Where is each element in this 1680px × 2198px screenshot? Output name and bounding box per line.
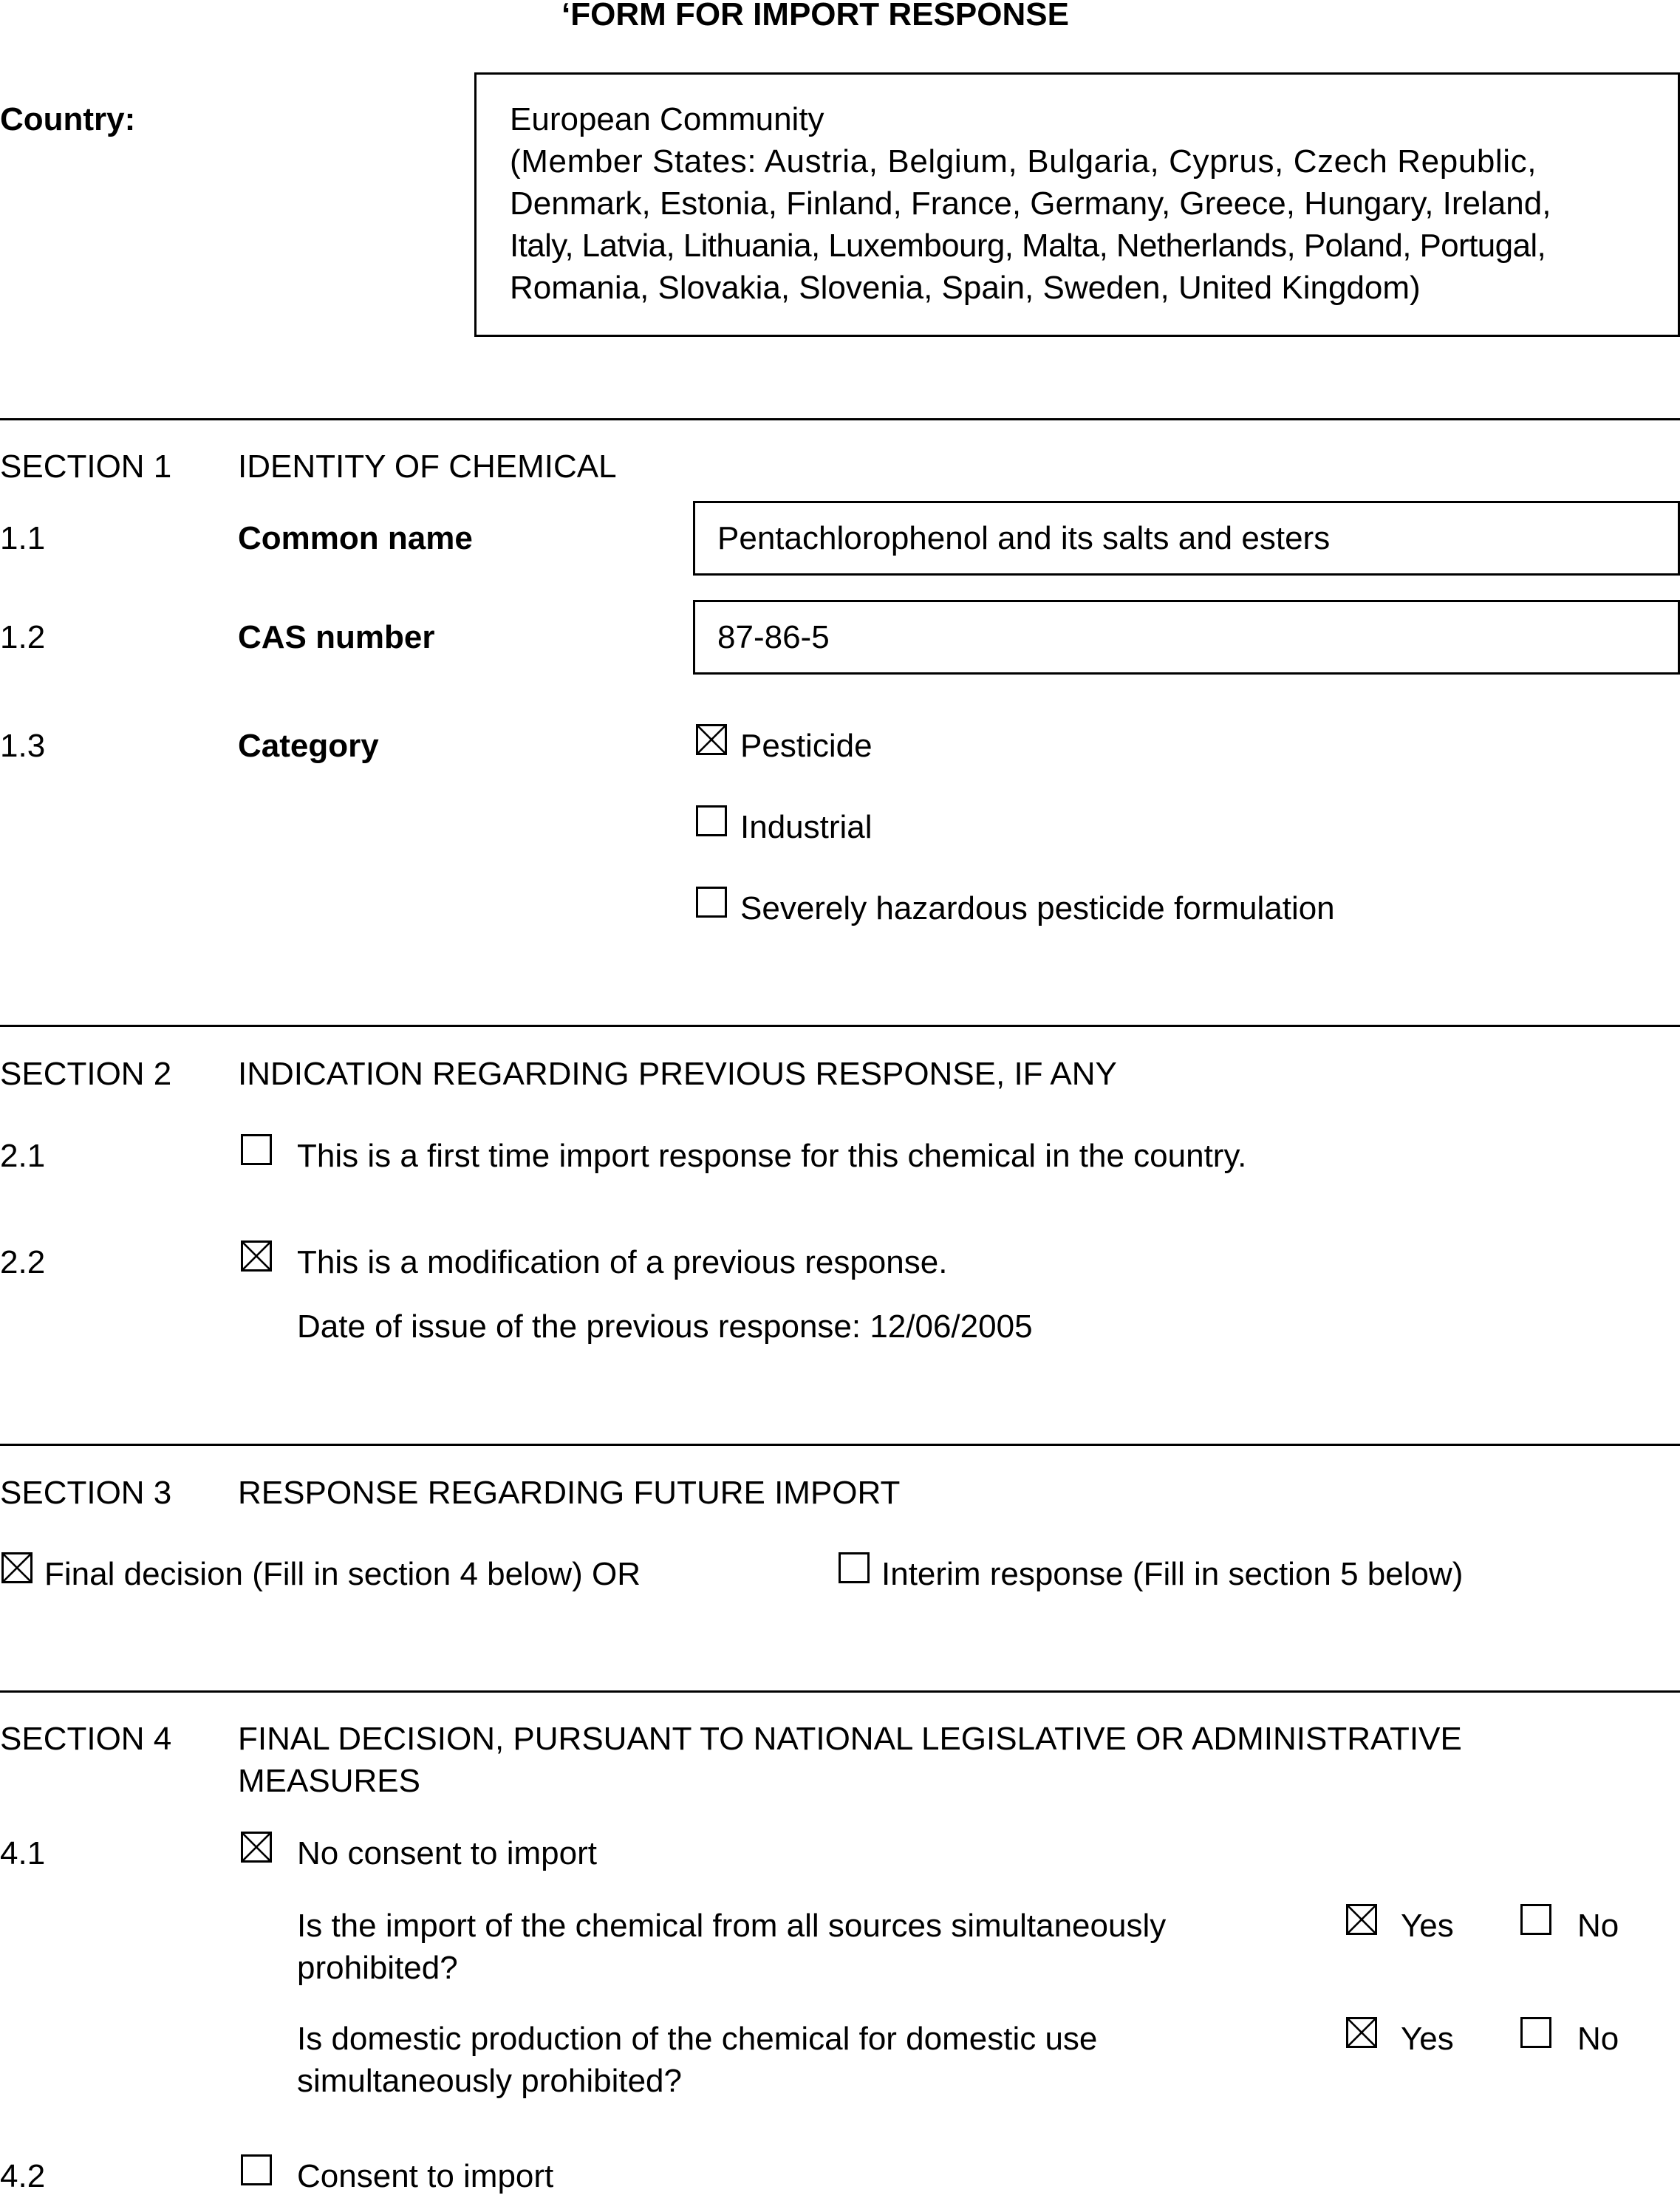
no-consent-checkbox[interactable] <box>241 1832 272 1863</box>
common-name-value: Pentachlorophenol and its salts and esters <box>717 520 1331 556</box>
import-prohibited-yes-label: Yes <box>1401 1908 1454 1944</box>
import-prohibited-question-line-1: Is the import of the chemical from all sources simultaneously <box>297 1908 1167 1944</box>
member-states-line-4: Romania, Slovakia, Slovenia, Spain, Sweden, United Kingdom) <box>510 270 1421 306</box>
industrial-checkbox[interactable] <box>696 805 727 836</box>
interim-response-checkbox[interactable] <box>839 1552 870 1583</box>
divider <box>0 1444 1680 1446</box>
member-states-line-3: Italy, Latvia, Lithuania, Luxembourg, Malta, Netherlands, Poland, Portugal, <box>510 228 1546 264</box>
member-states-line-2: Denmark, Estonia, Finland, France, Germany, Greece, Hungary, Ireland, <box>510 185 1551 222</box>
final-decision-checkbox[interactable] <box>1 1552 33 1583</box>
import-prohibited-yes-checkbox[interactable] <box>1346 1904 1377 1935</box>
import-prohibited-no-checkbox[interactable] <box>1520 1904 1551 1935</box>
member-states-line-1: (Member States: Austria, Belgium, Bulgaria, Cyprus, Czech Republic, <box>510 143 1537 180</box>
item-1-2-number: 1.2 <box>0 619 46 655</box>
divider <box>0 1690 1680 1693</box>
section-1-heading: IDENTITY OF CHEMICAL <box>238 448 617 485</box>
domestic-production-yes-checkbox[interactable] <box>1346 2017 1377 2048</box>
section-2-heading: INDICATION REGARDING PREVIOUS RESPONSE, IF ANY <box>238 1056 1117 1092</box>
cas-number-field <box>693 600 1680 675</box>
item-1-1-number: 1.1 <box>0 520 46 556</box>
section-1-number: SECTION 1 <box>0 448 172 485</box>
modification-checkbox[interactable] <box>241 1240 272 1272</box>
previous-response-date: Date of issue of the previous response: 12/06/2005 <box>297 1308 1033 1345</box>
pesticide-option-label: Pesticide <box>740 728 873 764</box>
first-time-response-checkbox[interactable] <box>241 1134 272 1165</box>
domestic-production-no-label: No <box>1577 2021 1619 2057</box>
divider <box>0 1025 1680 1027</box>
consent-to-import-text: Consent to import <box>297 2158 554 2194</box>
severely-hazardous-checkbox[interactable] <box>696 887 727 918</box>
section-2-number: SECTION 2 <box>0 1056 172 1092</box>
section-4-number: SECTION 4 <box>0 1721 172 1757</box>
import-prohibited-question-line-2: prohibited? <box>297 1950 458 1986</box>
item-4-2-number: 4.2 <box>0 2158 46 2194</box>
domestic-production-question-line-1: Is domestic production of the chemical for domestic use <box>297 2021 1098 2057</box>
domestic-production-yes-label: Yes <box>1401 2021 1454 2057</box>
section-3-heading: RESPONSE REGARDING FUTURE IMPORT <box>238 1475 901 1511</box>
item-2-2-number: 2.2 <box>0 1244 46 1280</box>
interim-response-label: Interim response (Fill in section 5 below) <box>881 1556 1464 1592</box>
divider <box>0 418 1680 420</box>
domestic-production-no-checkbox[interactable] <box>1520 2017 1551 2048</box>
cas-number-value: 87-86-5 <box>717 619 830 655</box>
item-1-3-number: 1.3 <box>0 728 46 764</box>
country-name: European Community <box>510 101 824 137</box>
cas-number-label: CAS number <box>238 619 435 655</box>
item-2-1-number: 2.1 <box>0 1138 46 1174</box>
modification-text: This is a modification of a previous response. <box>297 1244 948 1280</box>
domestic-production-question-line-2: simultaneously prohibited? <box>297 2063 682 2099</box>
country-label: Country: <box>0 101 136 137</box>
page-title: ‘FORM FOR IMPORT RESPONSE <box>561 0 1069 33</box>
item-4-1-number: 4.1 <box>0 1835 46 1871</box>
no-consent-text: No consent to import <box>297 1835 597 1871</box>
category-label: Category <box>238 728 379 764</box>
section-4-heading-line-1: FINAL DECISION, PURSUANT TO NATIONAL LEGISLATIVE OR ADMINISTRATIVE <box>238 1721 1462 1757</box>
severely-hazardous-option-label: Severely hazardous pesticide formulation <box>740 890 1335 926</box>
industrial-option-label: Industrial <box>740 809 873 845</box>
import-prohibited-no-label: No <box>1577 1908 1619 1944</box>
pesticide-checkbox[interactable] <box>696 724 727 755</box>
consent-to-import-checkbox[interactable] <box>241 2154 272 2185</box>
section-3-number: SECTION 3 <box>0 1475 172 1511</box>
common-name-label: Common name <box>238 520 473 556</box>
section-4-heading-line-2: MEASURES <box>238 1763 420 1799</box>
first-time-response-text: This is a first time import response for this chemical in the country. <box>297 1138 1247 1174</box>
final-decision-label: Final decision (Fill in section 4 below) OR <box>44 1556 641 1592</box>
